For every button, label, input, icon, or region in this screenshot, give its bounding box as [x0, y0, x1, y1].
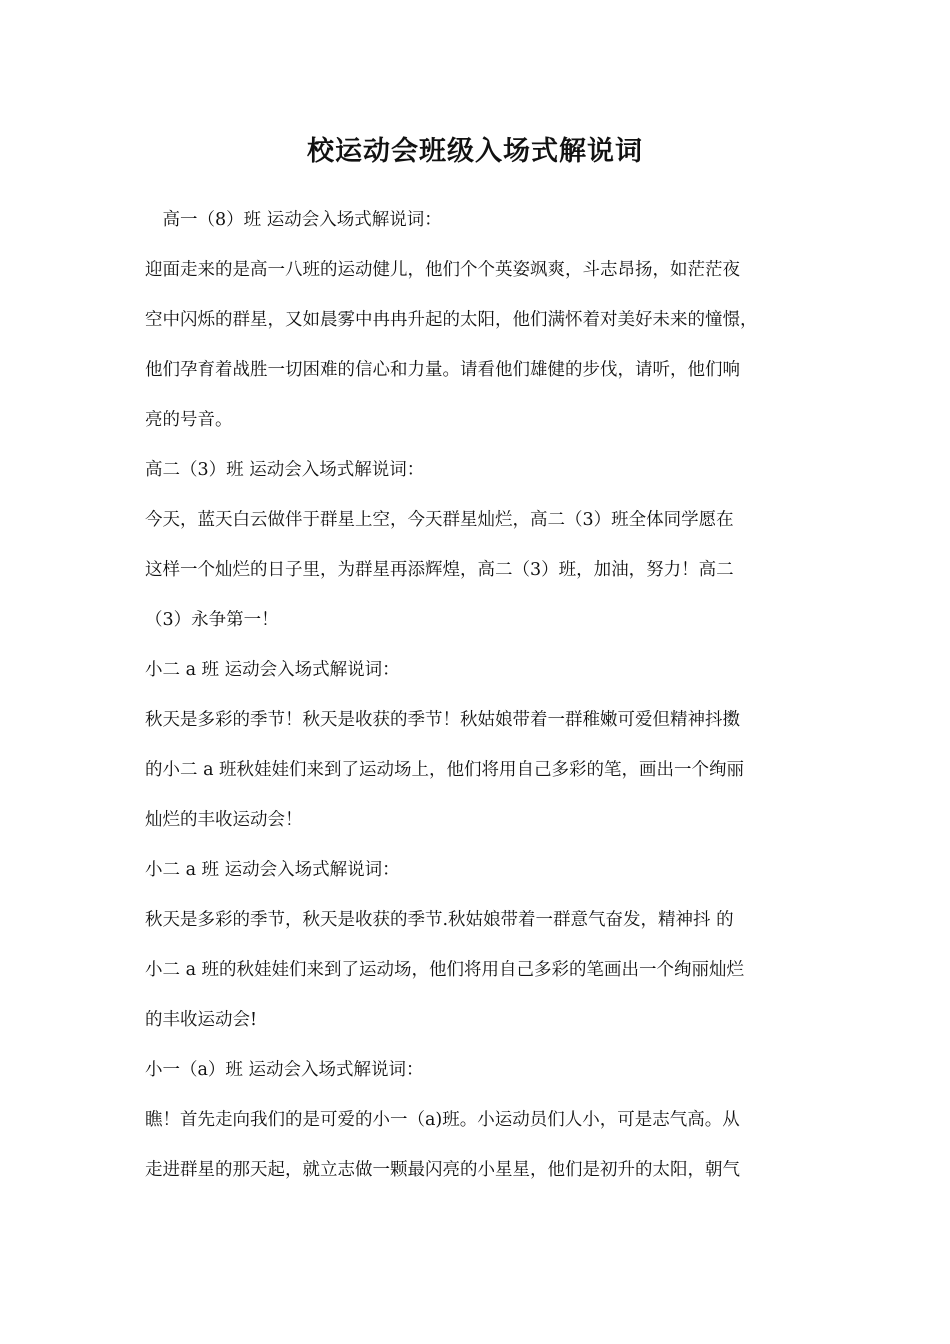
paragraph-line: 的丰收运动会! [145, 1010, 258, 1030]
paragraph-line: 空中闪烁的群星，又如晨雾中冉冉升起的太阳，他们满怀着对美好未来的憧憬， [145, 310, 758, 330]
paragraph-line: 小二 a 班的秋娃娃们来到了运动场，他们将用自己多彩的笔画出一个绚丽灿烂 [145, 960, 745, 980]
paragraph-line: 秋天是多彩的季节，秋天是收获的季节.秋姑娘带着一群意气奋发，精神抖 的 [145, 910, 734, 930]
paragraph-line: （3）永争第一！ [145, 610, 279, 630]
section-heading-gao1-8: 高一（8）班 运动会入场式解说词： [145, 210, 442, 230]
paragraph-line: 走进群星的那天起，就立志做一颗最闪亮的小星星，他们是初升的太阳，朝气 [145, 1160, 740, 1180]
paragraph-line: 今天，蓝天白云做伴于群星上空，今天群星灿烂，高二（3）班全体同学愿在 [145, 510, 734, 530]
paragraph-line: 这样一个灿烂的日子里，为群星再添辉煌，高二（3）班，加油，努力！高二 [145, 560, 734, 580]
paragraph-line: 亮的号音。 [145, 410, 233, 430]
paragraph-line: 灿烂的丰收运动会！ [145, 810, 303, 830]
section-heading-xiao2a-second: 小二 a 班 运动会入场式解说词： [145, 860, 400, 880]
paragraph-line: 秋天是多彩的季节！秋天是收获的季节！秋姑娘带着一群稚嫩可爱但精神抖擞 [145, 710, 740, 730]
paragraph-line: 迎面走来的是高一八班的运动健儿，他们个个英姿飒爽，斗志昂扬，如茫茫夜 [145, 260, 740, 280]
paragraph-line: 他们孕育着战胜一切困难的信心和力量。请看他们雄健的步伐，请听，他们响 [145, 360, 740, 380]
section-heading-xiao2a: 小二 a 班 运动会入场式解说词： [145, 660, 400, 680]
section-heading-xiao1a: 小一（a）班 运动会入场式解说词： [145, 1060, 424, 1080]
paragraph-line: 瞧！首先走向我们的是可爱的小一（a)班。小运动员们人小，可是志气高。从 [145, 1110, 740, 1130]
section-heading-gao2-3: 高二（3）班 运动会入场式解说词： [145, 460, 425, 480]
document-title: 校运动会班级入场式解说词 [307, 136, 643, 167]
paragraph-line: 的小二 a 班秋娃娃们来到了运动场上，他们将用自己多彩的笔，画出一个绚丽 [145, 760, 745, 780]
